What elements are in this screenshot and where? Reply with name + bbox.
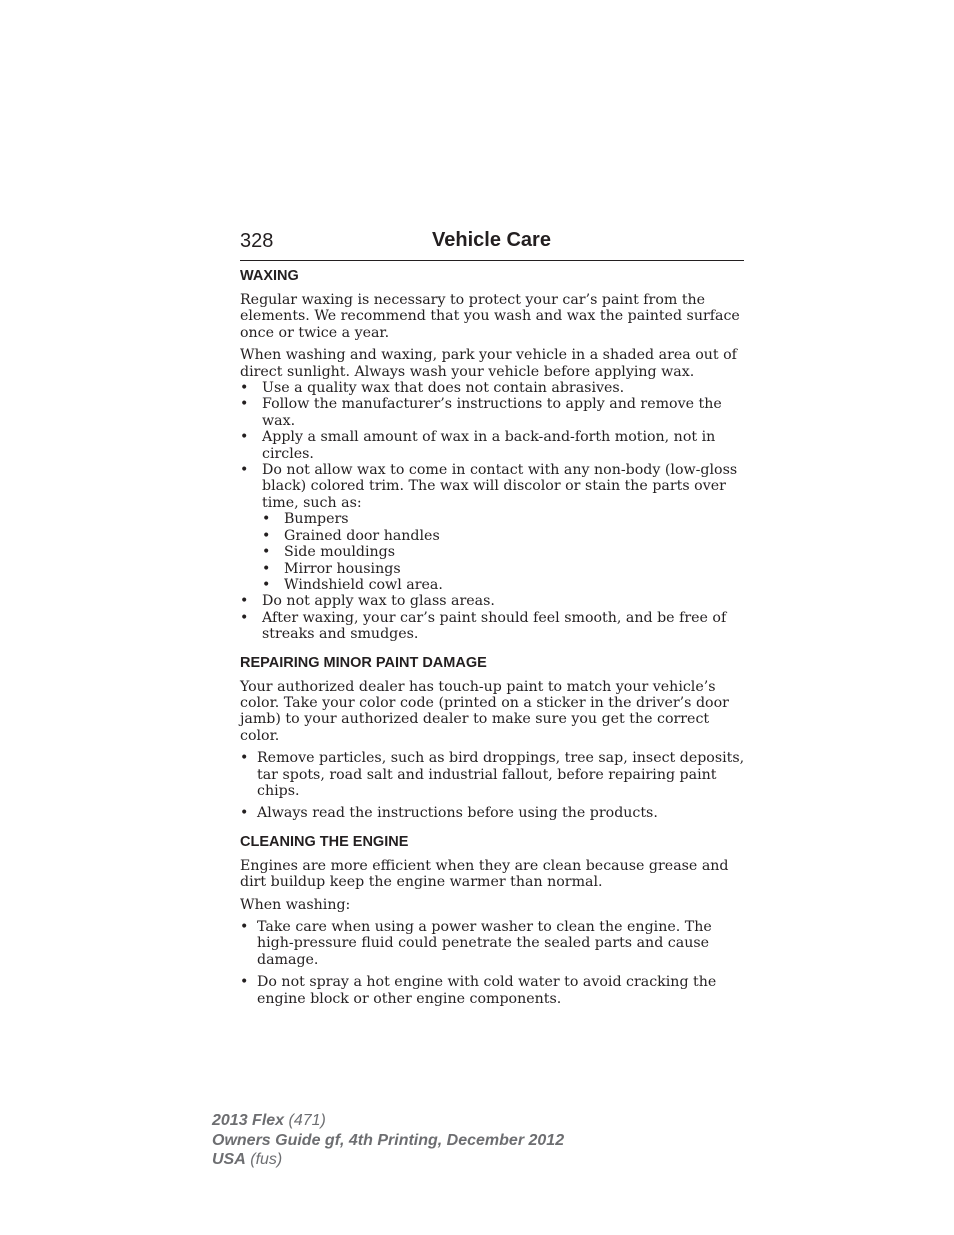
list-item: • Apply a small amount of wax in a back-and-forth motion, not in circles. — [240, 429, 746, 462]
list-item-text: Do not allow wax to come in contact with any non-body (low-gloss black) colored trim. The wax will discolor or stain the parts over time, such as: — [262, 462, 738, 511]
waxing-heading: WAXING — [240, 268, 299, 284]
list-item: • Do not apply wax to glass areas. — [240, 593, 746, 609]
footer-model-line — [212, 1111, 564, 1131]
engine-paragraph: When washing: — [240, 896, 351, 913]
list-item: • Windshield cowl area. — [262, 577, 746, 593]
paint-damage-bullet-list — [240, 750, 746, 822]
page-number: 328 — [240, 230, 274, 252]
list-item: • Use a quality wax that does not contain abrasives. — [240, 380, 746, 396]
list-item: • Follow the manufacturer’s instructions to apply and remove the wax. — [240, 396, 746, 429]
engine-section — [240, 832, 746, 1007]
trim-parts-list — [262, 511, 746, 593]
page-header — [240, 228, 744, 261]
list-item: • Do not spray a hot engine with cold water to avoid cracking the engine block or other engine components. — [240, 974, 746, 1007]
chapter-title: Vehicle Care — [432, 229, 551, 251]
engine-paragraph: Engines are more efficient when they are clean because grease and dirt buildup keep the engine warmer than normal. — [240, 857, 729, 891]
footer-region: USA — [212, 1151, 246, 1168]
waxing-section — [240, 266, 746, 643]
engine-bullet-list — [240, 919, 746, 1007]
waxing-paragraph: Regular waxing is necessary to protect your car’s paint from the elements. We recommend that you wash and wax the painted surface once or twice a year. — [240, 292, 740, 341]
waxing-bullet-list — [240, 380, 746, 643]
footer-guide: Owners Guide gf, 4th Printing, December 2012 — [212, 1131, 565, 1149]
paint-damage-section — [240, 653, 746, 822]
list-item: • Take care when using a power washer to clean the engine. The high-pressure fluid could penetrate the sealed parts and cause damage. — [240, 919, 746, 968]
footer-region-line — [212, 1150, 564, 1170]
footer-model-code: (471) — [288, 1112, 326, 1129]
list-item: • After waxing, your car’s paint should feel smooth, and be free of streaks and smudges. — [240, 610, 746, 643]
list-item: • Grained door handles — [262, 528, 746, 544]
footer-guide-line — [212, 1131, 564, 1151]
paint-damage-heading: REPAIRING MINOR PAINT DAMAGE — [240, 654, 487, 671]
list-item: • Mirror housings — [262, 561, 746, 577]
list-item: • Bumpers — [262, 511, 746, 527]
paint-damage-paragraph: Your authorized dealer has touch-up paint to match your vehicle’s color. Take your color code (printed on a sticker in the driver’s door jamb) to your authorized dealer to make sure you get the correct color. — [240, 678, 729, 744]
list-item: • Remove particles, such as bird droppings, tree sap, insect deposits, tar spots, road salt and industrial fallout, before repairing paint chips. — [240, 750, 746, 799]
list-item: • Always read the instructions before using the products. — [240, 805, 746, 821]
engine-heading: CLEANING THE ENGINE — [240, 833, 409, 850]
waxing-paragraph: When washing and waxing, park your vehicle in a shaded area out of direct sunlight. Always wash your vehicle before applying wax. — [240, 347, 737, 380]
list-item: • Side mouldings — [262, 544, 746, 560]
list-item — [240, 462, 746, 593]
page-content — [240, 266, 746, 1007]
footer-model: 2013 Flex — [212, 1112, 285, 1129]
footer-region-code: (fus) — [250, 1151, 283, 1168]
page-footer — [212, 1111, 564, 1170]
